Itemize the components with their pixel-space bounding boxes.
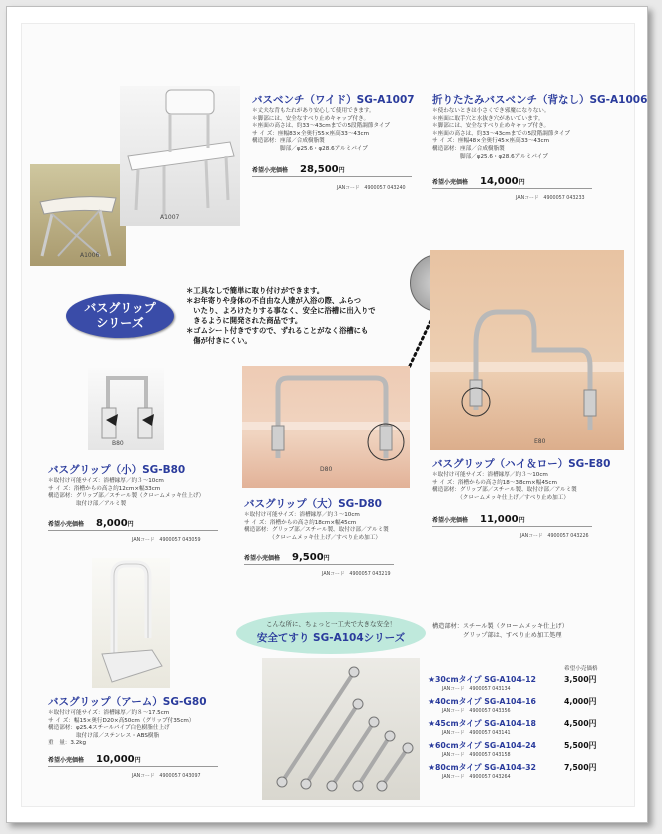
handrail-jan: JANコード 4900057 043264 — [442, 775, 511, 780]
handrail-price: 7,500円 — [564, 763, 597, 772]
handrail-jan: JANコード 4900057 043134 — [442, 687, 511, 692]
bench-folding-caption: A1006 — [80, 252, 100, 259]
grip-small-price-row — [48, 518, 218, 531]
yen-unit: 円 — [338, 167, 345, 174]
bench-folding-photo — [30, 164, 126, 266]
spec-line: 重 量：3.2kg — [48, 740, 87, 747]
spec-line: 取付け部／アルミ製 — [48, 500, 127, 507]
handrail-banner — [236, 612, 426, 654]
spec-line: サ イ ズ：座幅48×全奥行45×座高33〜43cm — [432, 138, 550, 145]
yen-unit: 円 — [518, 179, 525, 186]
spec-line: 構造部材：座部／合成樹脂製 — [252, 138, 325, 145]
spec-line: 構造部材：φ25.4スチールパイプ白色樹脂仕上げ — [48, 725, 170, 732]
price-value — [300, 164, 345, 175]
price-number: 8,000 — [96, 518, 128, 529]
bench-wide-price-row — [252, 164, 412, 177]
bench-folding-specs — [432, 108, 570, 161]
grip-large-specs — [244, 512, 389, 542]
feature-line: ＊お年寄りや身体の不自由な人達が入浴の際、ふらつ — [186, 296, 362, 305]
catalog-page — [6, 6, 648, 823]
feature-line: 傷が付きにくい。 — [186, 336, 252, 345]
grip-hilo-caption: E80 — [534, 438, 546, 445]
grip-small-jan: JANコード 4900057 043059 — [132, 538, 201, 543]
handrail-jan: JANコード 4900057 043141 — [442, 731, 511, 736]
yen-unit: 円 — [518, 517, 525, 524]
spec-line: ＊脚部には、安全なすべり止めキャップ付き。 — [252, 115, 370, 122]
handrail-type: ★30cmタイプ SG-A104-12 — [428, 675, 536, 684]
feature-line: きるように開発された商品です。 — [186, 316, 303, 325]
price-label: 希望小売価格 — [432, 179, 469, 186]
price-value — [292, 552, 330, 563]
handrail-price: 5,500円 — [564, 741, 597, 750]
series-badge-line: シリーズ — [96, 316, 144, 330]
bench-wide-title: バスベンチ（ワイド）SG-A1007 — [252, 94, 415, 106]
catalog-sheet — [21, 23, 648, 807]
material-line: 構造部材：スチール製（クロームメッキ仕上げ） — [432, 623, 568, 630]
price-value — [96, 754, 141, 765]
grip-large-price-row — [244, 552, 394, 565]
spec-line: 構造部材：グリップ部／スチール製、取付け部／アルミ製 — [432, 487, 577, 494]
price-label: 希望小売価格 — [48, 757, 85, 764]
grip-large-caption: D80 — [320, 466, 333, 473]
feature-list — [186, 286, 376, 346]
handrail-type: ★80cmタイプ SG-A104-32 — [428, 763, 536, 772]
bench-folding-title: 折りたたみバスベンチ（背なし）SG-A1006 — [432, 94, 648, 106]
spec-line: 取付け部／ステンレス・ABS樹脂 — [48, 732, 160, 739]
spec-line: ＊取付け可能サイズ：浴槽縁厚／約３〜10cm — [432, 472, 548, 478]
grip-large-title: バスグリップ（大）SG-D80 — [244, 498, 382, 510]
spec-line: ＊取付け可能サイズ：浴槽縁厚／約３〜10cm — [244, 512, 360, 518]
yen-unit: 円 — [134, 757, 141, 764]
grip-hilo-specs — [432, 472, 577, 502]
spec-line: サ イ ズ：座幅83×全奥行55×座高33〜43cm — [252, 130, 370, 137]
grip-small-caption: B80 — [112, 440, 124, 447]
price-number: 28,500 — [300, 164, 339, 175]
grip-hilo-price-row — [432, 514, 592, 527]
spec-line: ＊丈夫な背もたれがあり安心して使用できます。 — [252, 108, 375, 114]
grip-large-jan: JANコード 4900057 043219 — [322, 572, 391, 577]
price-label: 希望小売価格 — [252, 167, 289, 174]
spec-line: ＊座面の高さは、約33〜43cmまでの5段階調節タイプ — [432, 130, 570, 137]
spec-line: 脚部／φ25.6・φ28.6アルミパイプ — [432, 153, 548, 160]
grip-large-photo — [242, 366, 410, 488]
folding-stool-icon — [30, 164, 126, 266]
yen-unit: 円 — [323, 555, 330, 562]
spec-line: ＊座面に取手穴と水抜き穴があいています。 — [432, 115, 544, 122]
handrail-type: ★60cmタイプ SG-A104-24 — [428, 741, 536, 750]
handrail-photo — [262, 658, 420, 800]
handrail-material — [432, 622, 568, 640]
price-label: 希望小売価格 — [244, 555, 281, 562]
spec-line: サ イ ズ：浴槽からの高さ約18〜38cm×幅45cm — [432, 479, 557, 486]
series-badge-line: バスグリップ — [84, 301, 156, 315]
yen-unit: 円 — [127, 521, 134, 528]
spec-line: サ イ ズ：浴槽からの高さ約18cm×幅45cm — [244, 519, 357, 526]
price-value — [96, 518, 134, 529]
material-line: グリップ部は、すべり止め加工処理 — [432, 632, 562, 639]
handrail-price-header: 希望小売価格 — [564, 666, 598, 672]
handrail-type: ★45cmタイプ SG-A104-18 — [428, 719, 536, 728]
handrail-jan: JANコード 4900057 043356 — [442, 709, 511, 714]
grip-small-specs — [48, 478, 204, 508]
spec-line: 構造部材：グリップ部／スチール製、取付け部／アルミ製 — [244, 527, 389, 534]
spec-line: ＊取付け可能サイズ：浴槽縁厚／約３〜10cm — [48, 478, 164, 484]
spec-line: ＊取付け可能サイズ：浴槽縁厚／約８〜17.5cm — [48, 710, 170, 716]
spec-line: （クロームメッキ仕上げ／すべり止め加工） — [432, 494, 569, 501]
price-number: 11,000 — [480, 514, 519, 525]
spec-line: 構造部材：座部／合成樹脂製 — [432, 145, 505, 152]
grip-small-icon — [88, 368, 164, 450]
feature-line: ＊ゴムシート付きですので、ずれることがなく浴槽にも — [186, 326, 369, 335]
grip-arm-title: バスグリップ（アーム）SG-G80 — [48, 696, 207, 708]
handrails-icon — [262, 658, 420, 800]
spec-line: ＊使わないときは小さくでき邪魔になりない。 — [432, 108, 550, 114]
handrail-row — [428, 696, 596, 707]
grip-arm-photo — [92, 558, 170, 688]
grip-arm-icon — [92, 558, 170, 688]
bench-wide-caption: A1007 — [160, 214, 180, 221]
series-badge — [66, 294, 174, 338]
grip-hilo-photo — [430, 250, 624, 450]
grip-arm-jan: JANコード 4900057 043097 — [132, 774, 201, 779]
handrail-price: 3,500円 — [564, 675, 597, 684]
handrail-price: 4,000円 — [564, 697, 597, 706]
price-number: 10,000 — [96, 754, 135, 765]
bench-wide-photo — [120, 86, 240, 226]
spec-line: （クロームメッキ仕上げ／すべり止め加工） — [244, 534, 381, 541]
feature-line: ＊工具なしで簡単に取り付けができます。 — [186, 286, 325, 295]
handrail-jan: JANコード 4900057 043158 — [442, 753, 511, 758]
bench-folding-price-row — [432, 176, 592, 189]
feature-line: いたり、よろけたりする事なく、安全に浴槽に出入りで — [186, 306, 376, 315]
grip-hilo-jan: JANコード 4900057 043226 — [520, 534, 589, 539]
bench-wide-jan: JANコード 4900057 043240 — [337, 186, 406, 191]
handrail-title: 安全てすり SG-A104シリーズ — [256, 632, 406, 644]
price-label: 希望小売価格 — [48, 521, 85, 528]
price-number: 14,000 — [480, 176, 519, 187]
grip-hilo-icon — [430, 250, 624, 450]
handrail-row — [428, 762, 596, 773]
grip-small-title: バスグリップ（小）SG-B80 — [48, 464, 186, 476]
handrail-row — [428, 718, 596, 729]
handrail-price: 4,500円 — [564, 719, 597, 728]
spec-line: 構造部材：グリップ部／スチール製（クロームメッキ仕上げ） — [48, 493, 205, 500]
price-label: 希望小売価格 — [432, 517, 469, 524]
handrail-type: ★40cmタイプ SG-A104-16 — [428, 697, 536, 706]
handrail-row — [428, 740, 596, 751]
grip-arm-price-row — [48, 754, 218, 767]
bath-bench-icon — [120, 86, 240, 226]
price-value — [480, 514, 525, 525]
spec-line: サ イ ズ：浴槽からの高さ約12cm×幅33cm — [48, 485, 161, 492]
price-value — [480, 176, 525, 187]
spec-line: 脚部／φ25.6・φ28.6アルミパイプ — [252, 145, 368, 152]
spec-line: ＊脚部には、安全なすべり止めキャップ付き。 — [432, 123, 550, 130]
grip-hilo-title: バスグリップ（ハイ＆ロー）SG-E80 — [432, 458, 611, 470]
handrail-row — [428, 674, 596, 685]
spec-line: ＊座面の高さは、約33〜43cmまでの5段階調節タイプ — [252, 123, 390, 130]
handrail-tagline: こんな所に、ちょっと一工夫で大きな安全！ — [266, 620, 396, 628]
grip-small-photo — [88, 368, 164, 450]
bench-wide-specs — [252, 108, 390, 154]
spec-line: サ イ ズ：幅15×奥行D20×高50cm（グリップ付35cm） — [48, 717, 195, 724]
bench-folding-jan: JANコード 4900057 043233 — [516, 196, 585, 201]
grip-arm-specs — [48, 710, 194, 748]
price-number: 9,500 — [292, 552, 324, 563]
